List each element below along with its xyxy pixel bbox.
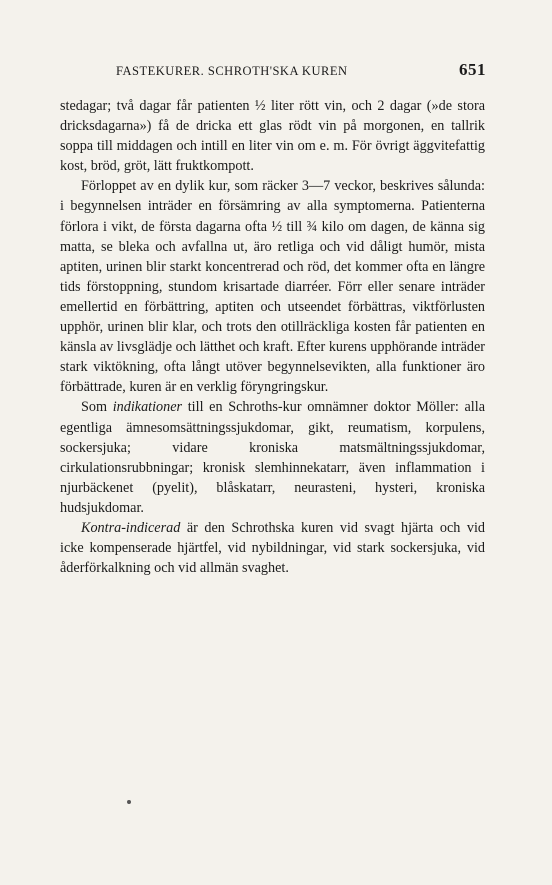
paragraph-indications [60,397,485,518]
indications-intro: Som [81,399,113,416]
paragraph-contraindications [60,518,485,578]
paragraph-course-of-cure: Förloppet av en dylik kur, som räcker 3—7 veckor, beskrives sålunda: i begynnelsen inträder en försämring av alla symptomerna. Patienterna förlora i vikt, de första dagarna ofta ½ till ¾ kilo om dagen, de känna sig matta, se bleka och avfallna ut, äro retliga och vid dåligt humör, mista aptiten, urinen blir starkt koncentrerad och röd, det kommer ofta en längre tids förstoppning, stundom krisartade diarréer. Förr eller senare inträder emellertid en förbättring, aptiten och utseendet förbättras, viktförlusten upphör, urinen blir klar, och trots den otillräckliga kosten får patienten en känsla av livsglädje och lätthet och kraft. Efter kurens upphörande inträder stark viktökning, ofta långt utöver begynnelsevikten, alla funktioner äro förbättrade, kuren är en verklig föryngringskur. [60,178,485,396]
body-text [60,96,485,578]
page-number: 651 [459,60,486,79]
ink-speck [127,800,131,804]
running-title: FASTEKURER. SCHROTH'SKA KUREN [116,64,348,78]
paragraph-diet-schedule: stedagar; två dagar får patienten ½ liter rött vin, och 2 dagar (»de stora dricksdagarna») få de dricka ett glas rödt vin på morgonen, en tallrik soppa till middagen och intill en liter vin om e. m. För övrigt äggvitefattig kost, bröd, gröt, lätt fruktkompott. [60,98,485,175]
indications-term: indikationer [112,399,183,416]
contraindications-text: är den Schrothska kuren vid svagt hjärta och vid icke kompenserade hjärtfel, vid nybildningar, vid stark sockersjuka, vid åderförkalkning och vid allmän svaghet. [60,519,485,577]
contraindications-term: Kontra-indicerad [81,519,181,536]
indications-text: till en Schroths-kur omnämner doktor Möller: alla egentliga ämnesomsättningssjukdomar, gikt, reumatism, korpulens, sockersjuka; vidare kroniska matsmältningssjukdomar, cirkulationsrubbningar; kronisk slemhinnekatarr, även inflammation i njurbäckenet (pyelit), blåskatarr, neurasteni, hysteri, kroniska hudsjukdomar. [60,399,485,516]
